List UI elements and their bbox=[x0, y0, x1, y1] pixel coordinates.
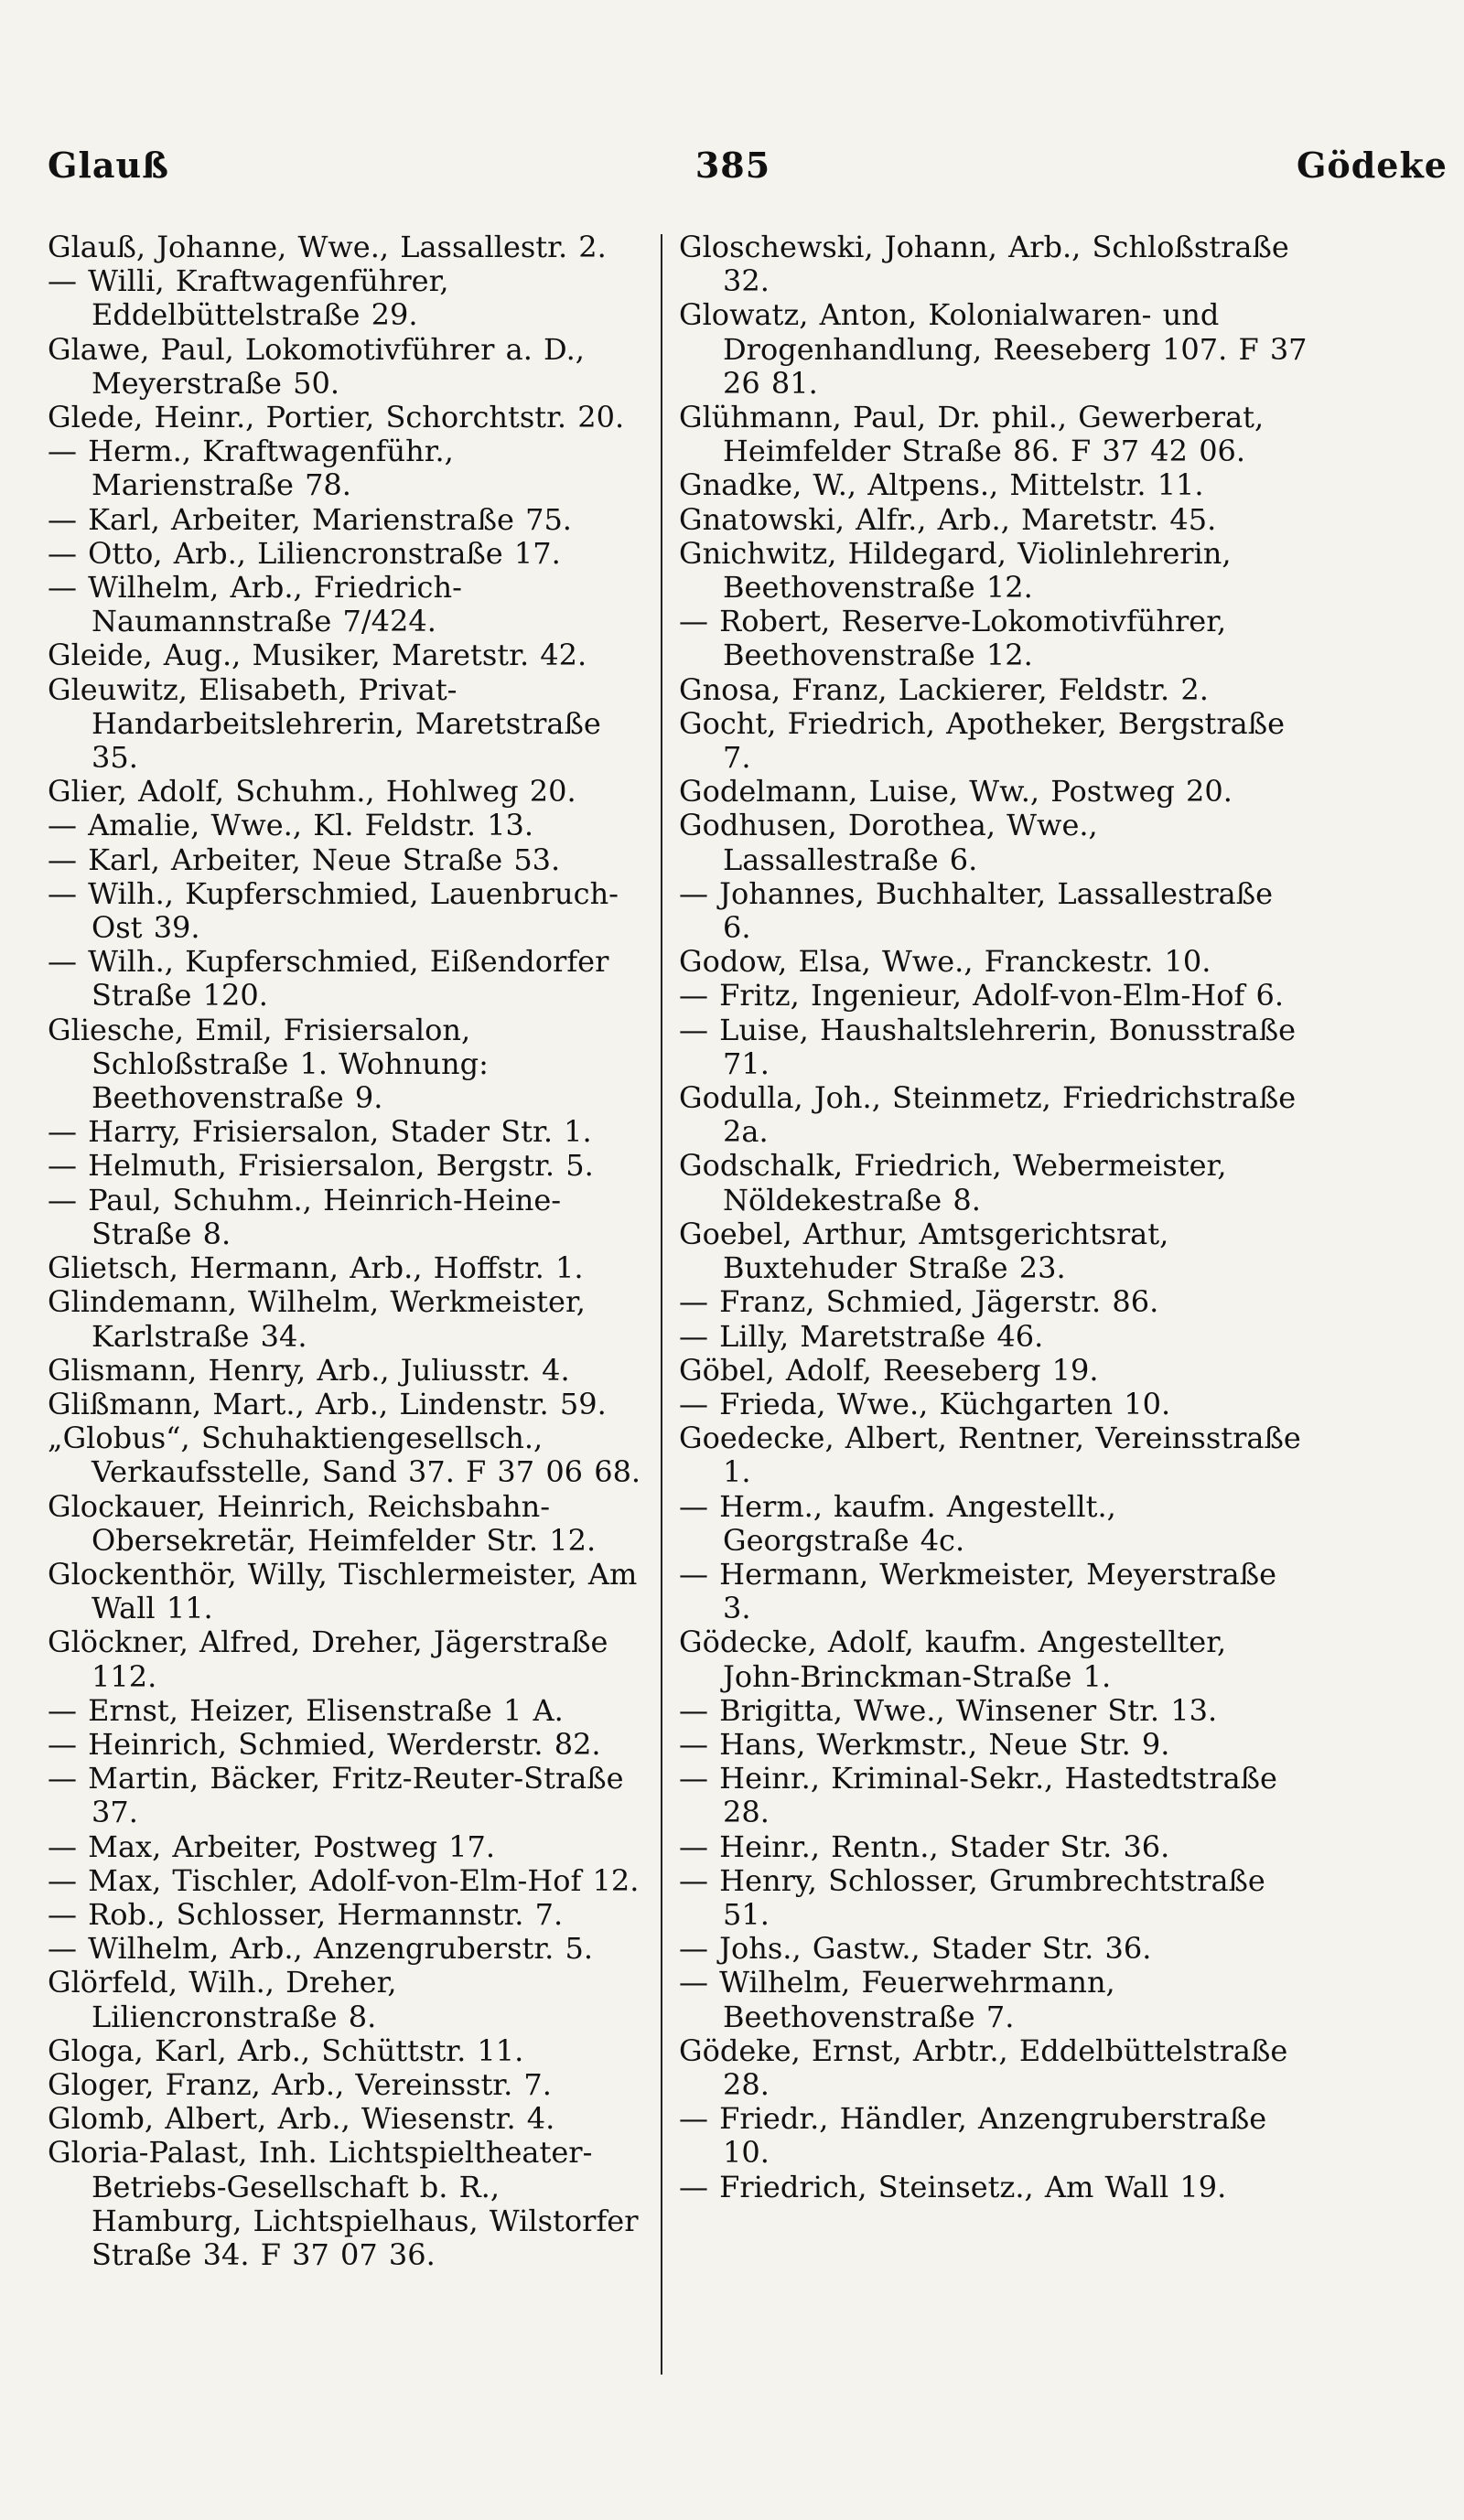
directory-entry: Godulla, Joh., Steinmetz, Friedrichstraße 2a. bbox=[679, 1080, 1297, 1150]
directory-entry: — Fritz, Ingenieur, Adolf-von-Elm-Hof 6. bbox=[679, 978, 1284, 1013]
directory-entry: — Willi, Kraftwagenführer, Eddelbüttelstraße 29. bbox=[48, 263, 449, 333]
directory-entry: — Amalie, Wwe., Kl. Feldstr. 13. bbox=[48, 808, 534, 843]
directory-entry: Godhusen, Dorothea, Wwe., Lassallestraße 6. bbox=[679, 808, 1098, 877]
directory-entry: Glockauer, Heinrich, Reichsbahn-Obersekretär, Heimfelder Str. 12. bbox=[48, 1488, 597, 1558]
directory-entry: Gloger, Franz, Arb., Vereinsstr. 7. bbox=[48, 2066, 552, 2102]
directory-entry: — Ernst, Heizer, Elisenstraße 1 A. bbox=[48, 1692, 564, 1728]
directory-entry: Gödeke, Ernst, Arbtr., Eddelbüttelstraße 28. bbox=[679, 2032, 1288, 2102]
directory-entry: Gleide, Aug., Musiker, Maretstr. 42. bbox=[48, 638, 587, 673]
directory-entry: Glöckner, Alfred, Dreher, Jägerstraße 112. bbox=[48, 1625, 608, 1694]
directory-entry: — Max, Tischler, Adolf-von-Elm-Hof 12. bbox=[48, 1862, 640, 1898]
directory-entry: — Brigitta, Wwe., Winsener Str. 13. bbox=[679, 1692, 1218, 1728]
directory-entry: — Heinr., Rentn., Stader Str. 36. bbox=[679, 1828, 1170, 1864]
directory-entry: — Lilly, Maretstraße 46. bbox=[679, 1318, 1044, 1354]
directory-entry: Godschalk, Friedrich, Webermeister, Nöldekestraße 8. bbox=[679, 1148, 1227, 1217]
directory-entry: — Rob., Schlosser, Hermannstr. 7. bbox=[48, 1896, 564, 1932]
directory-entry: — Harry, Frisiersalon, Stader Str. 1. bbox=[48, 1114, 592, 1150]
directory-entry: Gloria-Palast, Inh. Lichtspieltheater-Betriebs-Gesellschaft b. R., Hamburg, Lichtspielhaus, Wilstorfer Straße 34. F 37 07 36. bbox=[48, 2135, 639, 2272]
directory-entry: — Otto, Arb., Liliencronstraße 17. bbox=[48, 535, 561, 571]
directory-entry: Glawe, Paul, Lokomotivführer a. D., Meyerstraße 50. bbox=[48, 331, 585, 401]
directory-entry: Gnosa, Franz, Lackierer, Feldstr. 2. bbox=[679, 671, 1209, 707]
directory-entry: Godelmann, Luise, Ww., Postweg 20. bbox=[679, 774, 1233, 810]
directory-entry: Glißmann, Mart., Arb., Lindenstr. 59. bbox=[48, 1386, 607, 1421]
right-column bbox=[679, 231, 1310, 2204]
directory-entry: — Johs., Gastw., Stader Str. 36. bbox=[679, 1931, 1152, 1967]
directory-entry: Glauß, Johanne, Wwe., Lassallestr. 2. bbox=[48, 230, 607, 264]
directory-entry: Godow, Elsa, Wwe., Franckestr. 10. bbox=[679, 944, 1211, 980]
directory-entry: Gnadke, W., Altpens., Mittelstr. 11. bbox=[679, 467, 1204, 503]
directory-entry: — Heinrich, Schmied, Werderstr. 82. bbox=[48, 1726, 601, 1762]
directory-entry: Glowatz, Anton, Kolonialwaren- und Drogenhandlung, Reeseberg 107. F 37 26 81. bbox=[679, 297, 1308, 401]
directory-entry: — Martin, Bäcker, Fritz-Reuter-Straße 37. bbox=[48, 1761, 624, 1830]
directory-entry: — Max, Arbeiter, Postweg 17. bbox=[48, 1828, 496, 1864]
directory-entry: Glühmann, Paul, Dr. phil., Gewerberat, Heimfelder Straße 86. F 37 42 06. bbox=[679, 400, 1265, 469]
directory-entry: Glindemann, Wilhelm, Werkmeister, Karlstraße 34. bbox=[48, 1284, 586, 1354]
directory-entry: Goedecke, Albert, Rentner, Vereinsstraße 1. bbox=[679, 1421, 1301, 1490]
column-divider bbox=[661, 234, 662, 2375]
directory-entry: — Hermann, Werkmeister, Meyerstraße 3. bbox=[679, 1556, 1277, 1626]
directory-entry: Glomb, Albert, Arb., Wiesenstr. 4. bbox=[48, 2101, 555, 2137]
directory-entry: — Herm., Kraftwagenführ., Marienstraße 78. bbox=[48, 434, 454, 503]
page-number: 385 bbox=[694, 145, 771, 186]
header-right-keyword: Gödeke bbox=[1296, 145, 1448, 186]
directory-entry: Glörfeld, Wilh., Dreher, Liliencronstraße 8. bbox=[48, 1965, 397, 2034]
directory-entry: Gocht, Friedrich, Apotheker, Bergstraße 7. bbox=[679, 705, 1286, 776]
directory-entry: — Luise, Haushaltslehrerin, Bonusstraße 71. bbox=[679, 1012, 1297, 1081]
directory-entry: — Karl, Arbeiter, Marienstraße 75. bbox=[48, 501, 572, 537]
directory-entry: Glismann, Henry, Arb., Juliusstr. 4. bbox=[48, 1352, 570, 1388]
directory-entry: — Wilhelm, Feuerwehrmann, Beethovenstraße 7. bbox=[679, 1965, 1115, 2034]
directory-entry: — Friedr., Händler, Anzengruberstraße 10. bbox=[679, 2101, 1267, 2171]
directory-entry: Gnichwitz, Hildegard, Violinlehrerin, Beethovenstraße 12. bbox=[679, 535, 1232, 606]
directory-entry: — Friedrich, Steinsetz., Am Wall 19. bbox=[679, 2169, 1227, 2204]
directory-entry: — Johannes, Buchhalter, Lassallestraße 6. bbox=[679, 875, 1273, 946]
directory-entry: — Karl, Arbeiter, Neue Straße 53. bbox=[48, 842, 561, 877]
directory-entry: — Robert, Reserve-Lokomotivführer, Beethovenstraße 12. bbox=[679, 604, 1227, 673]
directory-entry: Gleuwitz, Elisabeth, Privat-Handarbeitslehrerin, Maretstraße 35. bbox=[48, 671, 601, 776]
directory-entry: Glede, Heinr., Portier, Schorchtstr. 20. bbox=[48, 400, 625, 435]
directory-entry: „Globus“, Schuhaktiengesellsch., Verkaufsstelle, Sand 37. F 37 06 68. bbox=[48, 1421, 641, 1490]
page-header bbox=[48, 145, 1448, 199]
left-column bbox=[48, 231, 651, 2272]
directory-entry: Gliesche, Emil, Frisiersalon, Schloßstraße 1. Wohnung: Beethovenstraße 9. bbox=[48, 1012, 489, 1116]
directory-entry: Glietsch, Hermann, Arb., Hoffstr. 1. bbox=[48, 1250, 584, 1286]
directory-entry: — Wilhelm, Arb., Anzengruberstr. 5. bbox=[48, 1931, 594, 1967]
directory-entry: — Frieda, Wwe., Küchgarten 10. bbox=[679, 1386, 1171, 1421]
header-left-keyword: Glauß bbox=[48, 145, 170, 186]
directory-entry: Glier, Adolf, Schuhm., Hohlweg 20. bbox=[48, 774, 576, 810]
directory-entry: — Wilhelm, Arb., Friedrich-Naumannstraße 7/424. bbox=[48, 570, 462, 639]
directory-entry: Gloga, Karl, Arb., Schüttstr. 11. bbox=[48, 2032, 524, 2068]
directory-entry: — Henry, Schlosser, Grumbrechtstraße 51. bbox=[679, 1862, 1265, 1932]
directory-entry: — Helmuth, Frisiersalon, Bergstr. 5. bbox=[48, 1148, 594, 1184]
directory-entry: — Franz, Schmied, Jägerstr. 86. bbox=[679, 1284, 1159, 1320]
directory-entry: — Wilh., Kupferschmied, Lauenbruch-Ost 39. bbox=[48, 875, 619, 946]
directory-entry: — Hans, Werkmstr., Neue Str. 9. bbox=[679, 1726, 1170, 1762]
directory-entry: Goebel, Arthur, Amtsgerichtsrat, Buxtehuder Straße 23. bbox=[679, 1216, 1169, 1286]
directory-entry: Gödecke, Adolf, kaufm. Angestellter, John-Brinckman-Straße 1. bbox=[679, 1625, 1227, 1694]
directory-entry: Glockenthör, Willy, Tischlermeister, Am Wall 11. bbox=[48, 1556, 638, 1626]
directory-entry: Göbel, Adolf, Reeseberg 19. bbox=[679, 1352, 1099, 1388]
directory-entry: — Heinr., Kriminal-Sekr., Hastedtstraße 28. bbox=[679, 1761, 1277, 1830]
directory-entry: Gnatowski, Alfr., Arb., Maretstr. 45. bbox=[679, 501, 1217, 537]
directory-entry: — Paul, Schuhm., Heinrich-Heine-Straße 8. bbox=[48, 1182, 562, 1251]
directory-entry: — Herm., kaufm. Angestellt., Georgstraße 4c. bbox=[679, 1488, 1116, 1558]
directory-entry: — Wilh., Kupferschmied, Eißendorfer Straße 120. bbox=[48, 944, 609, 1013]
directory-entry: Gloschewski, Johann, Arb., Schloßstraße 32. bbox=[679, 230, 1289, 299]
